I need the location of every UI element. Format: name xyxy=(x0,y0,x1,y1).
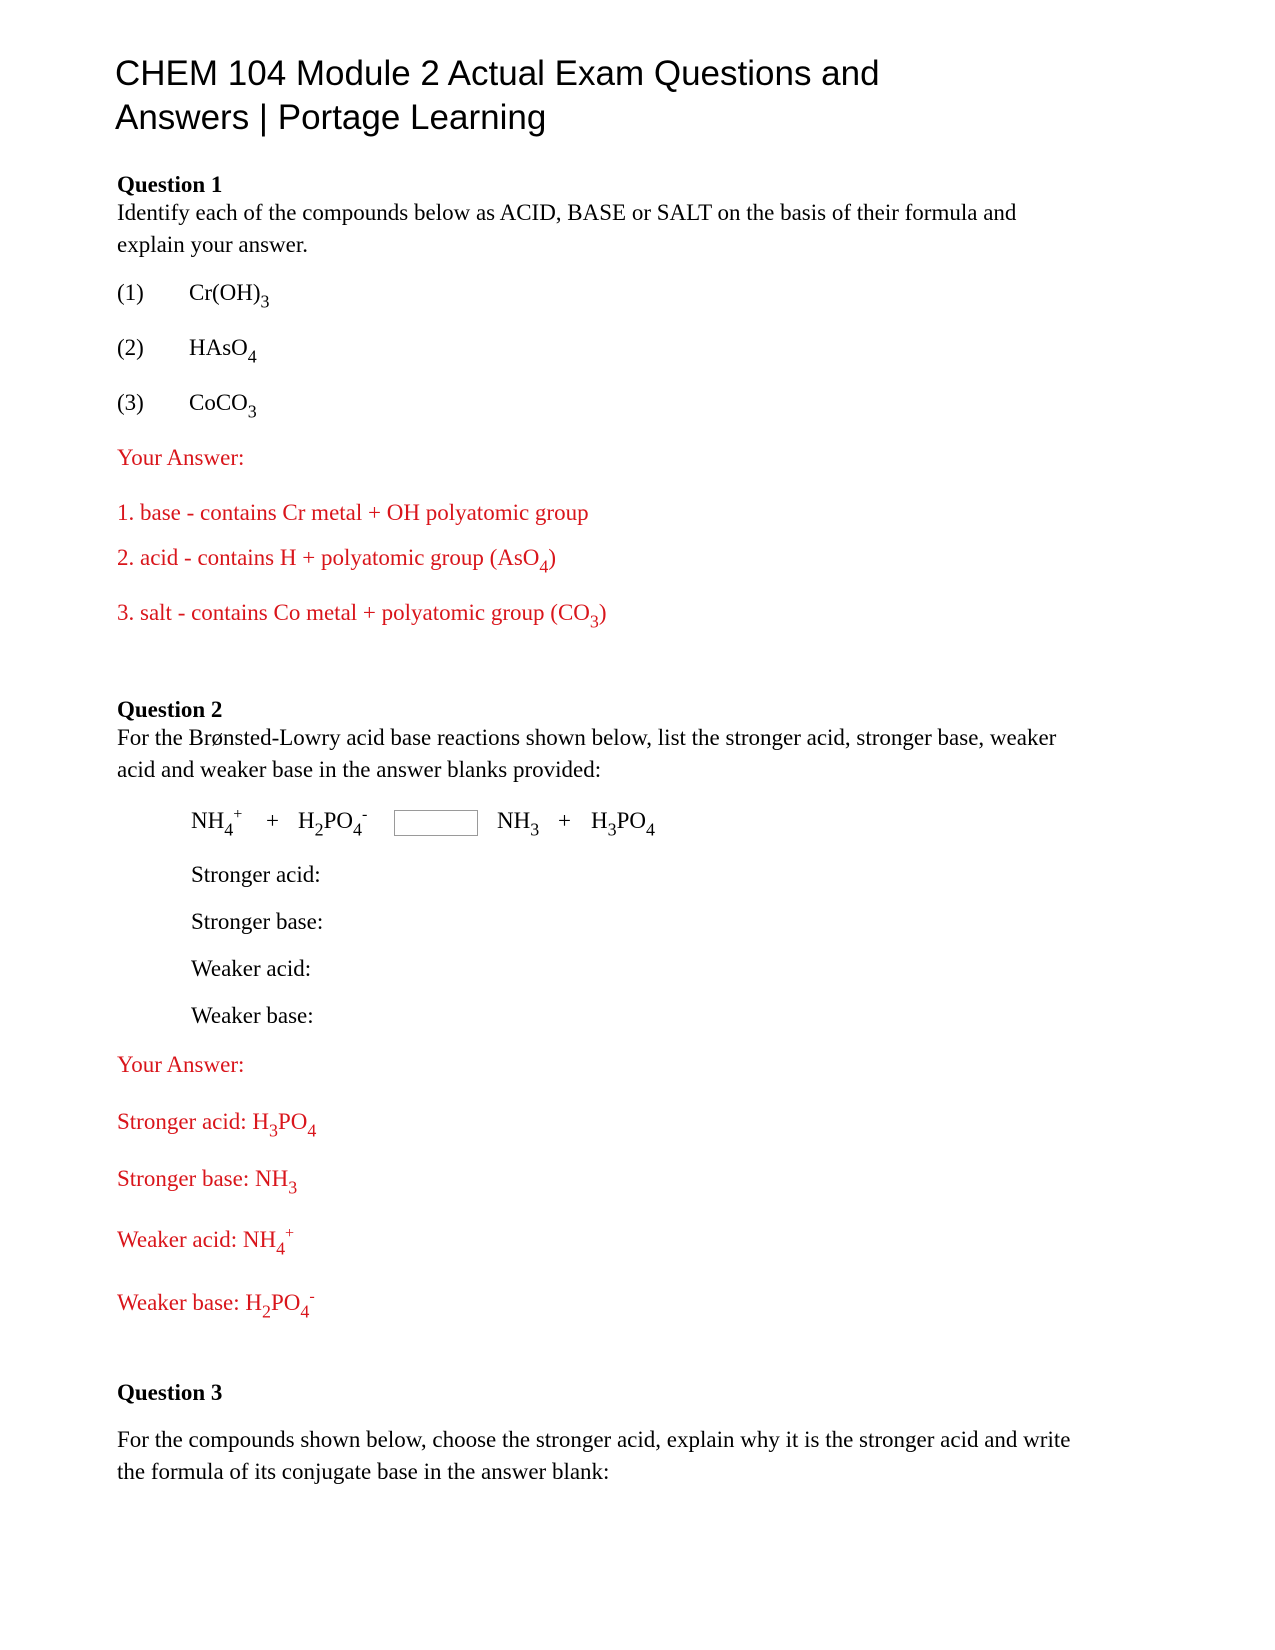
page-title-line-2: Answers | Portage Learning xyxy=(115,98,547,137)
answer-stronger-acid: Stronger acid: $H_3PO_4$ xyxy=(117,1109,317,1141)
product-nh3: $NH_3$ xyxy=(497,808,540,840)
question-2-heading: Question 2 xyxy=(117,697,223,722)
compound-formula: HAsO xyxy=(189,335,248,360)
blank-weaker-acid: Weaker acid: xyxy=(191,956,312,981)
item-number: (3) xyxy=(117,390,144,415)
blank-weaker-base: Weaker base: xyxy=(191,1003,314,1028)
item-number: (2) xyxy=(117,335,144,360)
reactant-nh4: $NH_4^+$ xyxy=(191,806,243,840)
compound-formula: CoCO xyxy=(189,390,248,415)
compound-item-2: (2) HAsO$_4$ xyxy=(117,335,257,367)
reactant-h2po4: $H_2PO_4^-$ xyxy=(298,806,368,840)
question-2-prompt-line-2: acid and weaker base in the answer blanks provided: xyxy=(117,757,602,782)
question-3-heading: Question 3 xyxy=(117,1380,223,1405)
question-1-answer-2: 2. acid - contains H + polyatomic group (AsO$_4$) xyxy=(117,545,557,577)
question-2-answer-label: Your Answer: xyxy=(117,1052,245,1077)
question-1-heading: Question 1 xyxy=(117,172,223,197)
question-1-prompt-line-1: Identify each of the compounds below as ACID, BASE or SALT on the basis of their formula and xyxy=(117,200,1017,225)
product-h3po4: $H_3PO_4$ xyxy=(591,808,655,840)
question-3-prompt-line-2: the formula of its conjugate base in the answer blank: xyxy=(117,1459,610,1484)
compound-item-1: (1) $Cr(OH)_3$ xyxy=(117,280,270,312)
page-title-line-1: CHEM 104 Module 2 Actual Exam Questions and xyxy=(115,54,880,93)
answer-stronger-base: Stronger base: $NH_3$ xyxy=(117,1166,298,1198)
question-1-answer-label: Your Answer: xyxy=(117,445,245,470)
answer-weaker-base: Weaker base: $H_2PO_4^-$ xyxy=(117,1288,315,1322)
answer-weaker-acid: Weaker acid: $NH_4^+$ xyxy=(117,1225,295,1259)
blank-stronger-base: Stronger base: xyxy=(191,909,324,934)
item-number: (1) xyxy=(117,280,144,305)
blank-stronger-acid: Stronger acid: xyxy=(191,862,321,887)
question-2-prompt-line-1: For the Brønsted-Lowry acid base reactions shown below, list the stronger acid, stronger base, weaker xyxy=(117,725,1057,750)
question-1-prompt-line-2: explain your answer. xyxy=(117,232,308,257)
compound-item-3: (3) CoCO$_3$ xyxy=(117,390,257,422)
reaction-arrow-box xyxy=(394,810,478,836)
question-3-prompt-line-1: For the compounds shown below, choose the stronger acid, explain why it is the stronger acid and write xyxy=(117,1427,1071,1452)
plus-sign-1: + xyxy=(266,808,279,833)
question-1-answer-1: 1. base - contains Cr metal + OH polyatomic group xyxy=(117,500,589,525)
compound-formula: Cr(OH) xyxy=(189,280,261,305)
plus-sign-2: + xyxy=(558,808,571,833)
question-1-answer-3: 3. salt - contains Co metal + polyatomic group $(CO_3)$ xyxy=(117,600,607,632)
